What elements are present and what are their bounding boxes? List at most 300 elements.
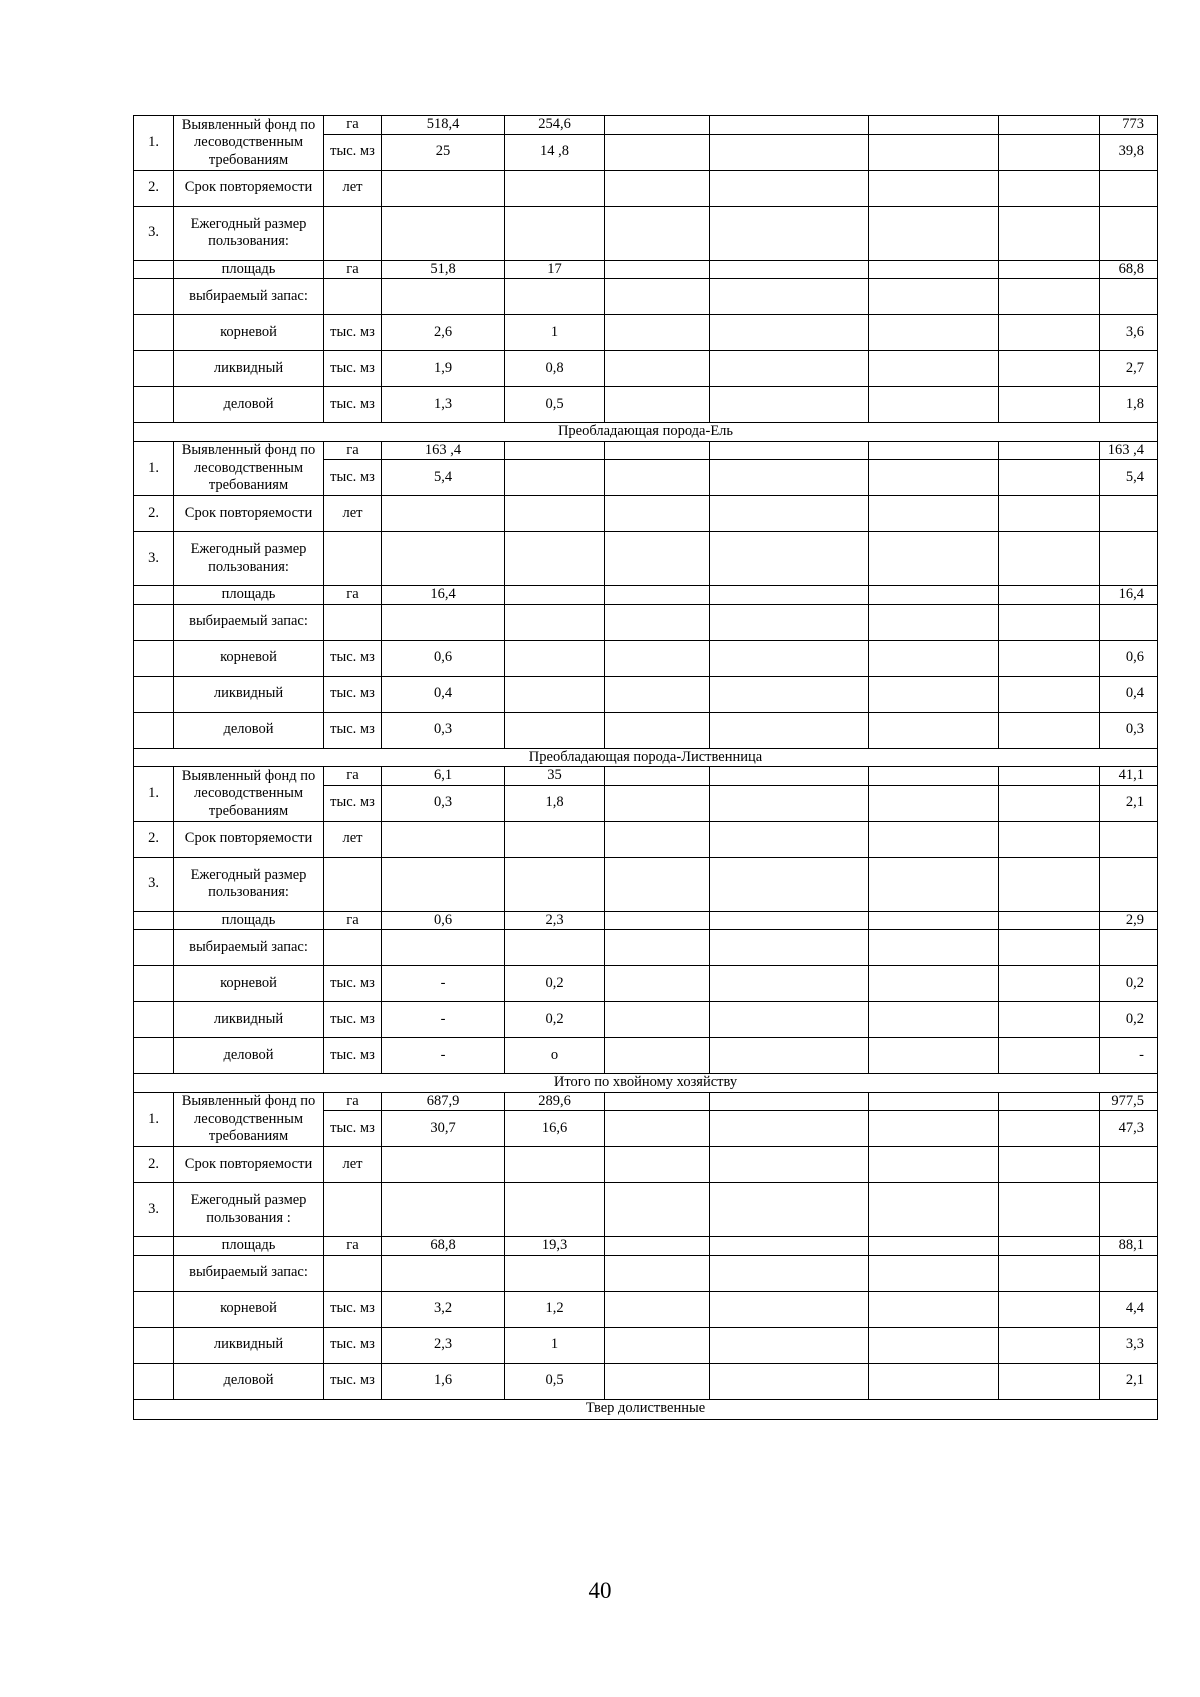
empty-cell — [134, 1255, 174, 1291]
empty-cell — [710, 387, 869, 423]
row-label: выбираемый запас: — [174, 1255, 324, 1291]
unit-cell: тыс. мз — [324, 351, 382, 387]
unit-cell: га — [324, 441, 382, 460]
empty-cell — [869, 586, 999, 605]
empty-cell — [605, 676, 710, 712]
empty-cell — [134, 1291, 174, 1327]
value-cell: 0,5 — [505, 387, 605, 423]
unit-cell: лет — [324, 496, 382, 532]
empty-cell — [710, 206, 869, 260]
total-cell: 0,4 — [1100, 676, 1158, 712]
empty-cell — [710, 315, 869, 351]
empty-cell — [999, 1002, 1100, 1038]
empty-cell — [605, 441, 710, 460]
value-cell: 0,3 — [382, 785, 505, 821]
row-label: деловой — [174, 1363, 324, 1399]
empty-cell — [869, 785, 999, 821]
empty-cell — [134, 966, 174, 1002]
value-cell: о — [505, 1038, 605, 1074]
empty-cell — [605, 460, 710, 496]
row-label: Выявленный фонд по лесоводственным требованиям — [174, 767, 324, 822]
row-label: выбираемый запас: — [174, 930, 324, 966]
empty-cell — [869, 1092, 999, 1111]
empty-cell — [134, 1237, 174, 1256]
empty-cell — [999, 387, 1100, 423]
empty-cell — [1100, 496, 1158, 532]
empty-cell — [999, 460, 1100, 496]
empty-cell — [869, 460, 999, 496]
empty-cell — [134, 1002, 174, 1038]
row-label: Ежегодный размер пользования: — [174, 206, 324, 260]
value-cell — [505, 460, 605, 496]
table-row — [134, 1147, 1158, 1183]
total-cell: 16,4 — [1100, 586, 1158, 605]
empty-cell — [999, 930, 1100, 966]
row-number: 3. — [134, 206, 174, 260]
table-row — [134, 1363, 1158, 1399]
row-number: 3. — [134, 532, 174, 586]
table-row — [134, 170, 1158, 206]
value-cell: 163 ,4 — [382, 441, 505, 460]
empty-cell — [710, 351, 869, 387]
value-cell: 1,2 — [505, 1291, 605, 1327]
empty-cell — [505, 857, 605, 911]
total-cell: 0,3 — [1100, 712, 1158, 748]
unit-cell: тыс. мз — [324, 712, 382, 748]
total-cell: - — [1100, 1038, 1158, 1074]
empty-cell — [999, 640, 1100, 676]
total-cell: 3,6 — [1100, 315, 1158, 351]
empty-cell — [710, 930, 869, 966]
empty-cell — [999, 134, 1100, 170]
empty-cell — [605, 966, 710, 1002]
empty-cell — [869, 640, 999, 676]
total-cell: 163 ,4 — [1100, 441, 1158, 460]
empty-cell — [605, 315, 710, 351]
row-label: Выявленный фонд по лесоводственным требованиям — [174, 116, 324, 171]
value-cell: 1 — [505, 1327, 605, 1363]
empty-cell — [869, 1291, 999, 1327]
empty-cell — [605, 134, 710, 170]
empty-cell — [1100, 279, 1158, 315]
row-number: 2. — [134, 170, 174, 206]
unit-cell: тыс. мз — [324, 460, 382, 496]
empty-cell — [605, 116, 710, 135]
empty-cell — [134, 712, 174, 748]
total-cell: 2,1 — [1100, 1363, 1158, 1399]
value-cell: 289,6 — [505, 1092, 605, 1111]
empty-cell — [605, 1255, 710, 1291]
empty-cell — [710, 260, 869, 279]
value-cell: 51,8 — [382, 260, 505, 279]
empty-cell — [869, 387, 999, 423]
row-label: корневой — [174, 966, 324, 1002]
row-number: 3. — [134, 857, 174, 911]
row-label: ликвидный — [174, 1327, 324, 1363]
unit-cell: тыс. мз — [324, 315, 382, 351]
empty-cell — [710, 785, 869, 821]
empty-cell — [710, 966, 869, 1002]
empty-cell — [324, 1255, 382, 1291]
empty-cell — [324, 206, 382, 260]
empty-cell — [869, 532, 999, 586]
table-body — [134, 116, 1158, 1420]
empty-cell — [605, 206, 710, 260]
row-label: деловой — [174, 712, 324, 748]
empty-cell — [710, 1237, 869, 1256]
value-cell: 19,3 — [505, 1237, 605, 1256]
empty-cell — [134, 1363, 174, 1399]
value-cell: 16,4 — [382, 586, 505, 605]
unit-cell: лет — [324, 1147, 382, 1183]
page-number: 40 — [588, 1578, 612, 1603]
empty-cell — [505, 1183, 605, 1237]
empty-cell — [999, 1237, 1100, 1256]
value-cell: 0,4 — [382, 676, 505, 712]
table-row — [134, 1399, 1158, 1419]
empty-cell — [1100, 170, 1158, 206]
section-title: Преобладающая порода-Лиственница — [134, 748, 1158, 767]
row-label: выбираемый запас: — [174, 279, 324, 315]
table-row — [134, 930, 1158, 966]
empty-cell — [710, 1111, 869, 1147]
empty-cell — [1100, 604, 1158, 640]
table-row — [134, 423, 1158, 442]
table-row — [134, 712, 1158, 748]
empty-cell — [134, 911, 174, 930]
empty-cell — [710, 1291, 869, 1327]
value-cell: 3,2 — [382, 1291, 505, 1327]
empty-cell — [382, 532, 505, 586]
table-row — [134, 767, 1158, 786]
empty-cell — [710, 857, 869, 911]
empty-cell — [382, 1255, 505, 1291]
empty-cell — [999, 1363, 1100, 1399]
empty-cell — [134, 351, 174, 387]
row-label: Срок повторяемости — [174, 821, 324, 857]
unit-cell: га — [324, 767, 382, 786]
row-number: 1. — [134, 441, 174, 496]
empty-cell — [999, 206, 1100, 260]
table-row — [134, 532, 1158, 586]
section-title: Преобладающая порода-Ель — [134, 423, 1158, 442]
empty-cell — [605, 1092, 710, 1111]
table-row — [134, 1237, 1158, 1256]
section-title: Итого по хвойному хозяйству — [134, 1074, 1158, 1093]
table-row — [134, 676, 1158, 712]
table-row — [134, 586, 1158, 605]
empty-cell — [999, 712, 1100, 748]
empty-cell — [710, 640, 869, 676]
empty-cell — [134, 604, 174, 640]
empty-cell — [869, 134, 999, 170]
unit-cell: тыс. мз — [324, 1111, 382, 1147]
empty-cell — [382, 206, 505, 260]
table-row — [134, 966, 1158, 1002]
empty-cell — [999, 1291, 1100, 1327]
unit-cell: тыс. мз — [324, 1002, 382, 1038]
value-cell: 0,3 — [382, 712, 505, 748]
total-cell: 4,4 — [1100, 1291, 1158, 1327]
empty-cell — [869, 1038, 999, 1074]
value-cell: - — [382, 1038, 505, 1074]
empty-cell — [710, 460, 869, 496]
table-row — [134, 116, 1158, 135]
empty-cell — [505, 1147, 605, 1183]
empty-cell — [869, 1002, 999, 1038]
empty-cell — [869, 911, 999, 930]
table-row — [134, 206, 1158, 260]
empty-cell — [710, 712, 869, 748]
unit-cell: тыс. мз — [324, 1363, 382, 1399]
empty-cell — [605, 1183, 710, 1237]
row-label: Ежегодный размер пользования: — [174, 532, 324, 586]
empty-cell — [710, 1255, 869, 1291]
empty-cell — [605, 1147, 710, 1183]
empty-cell — [869, 1327, 999, 1363]
unit-cell: га — [324, 1092, 382, 1111]
table-row — [134, 1038, 1158, 1074]
empty-cell — [869, 441, 999, 460]
table-row — [134, 387, 1158, 423]
value-cell: 0,6 — [382, 911, 505, 930]
empty-cell — [1100, 1255, 1158, 1291]
value-cell — [505, 441, 605, 460]
table-row — [134, 1327, 1158, 1363]
unit-cell: лет — [324, 170, 382, 206]
empty-cell — [869, 712, 999, 748]
row-label: корневой — [174, 1291, 324, 1327]
value-cell: 16,6 — [505, 1111, 605, 1147]
total-cell: 2,1 — [1100, 785, 1158, 821]
value-cell: 1 — [505, 315, 605, 351]
empty-cell — [869, 315, 999, 351]
empty-cell — [999, 821, 1100, 857]
empty-cell — [869, 604, 999, 640]
empty-cell — [999, 1147, 1100, 1183]
value-cell: 5,4 — [382, 460, 505, 496]
empty-cell — [869, 1183, 999, 1237]
table-row — [134, 279, 1158, 315]
empty-cell — [505, 1255, 605, 1291]
empty-cell — [999, 586, 1100, 605]
value-cell: 0,2 — [505, 966, 605, 1002]
empty-cell — [134, 586, 174, 605]
total-cell: 41,1 — [1100, 767, 1158, 786]
empty-cell — [605, 496, 710, 532]
unit-cell: тыс. мз — [324, 134, 382, 170]
empty-cell — [605, 604, 710, 640]
value-cell: 0,2 — [505, 1002, 605, 1038]
row-number: 2. — [134, 821, 174, 857]
table-row — [134, 315, 1158, 351]
value-cell: 1,8 — [505, 785, 605, 821]
empty-cell — [999, 532, 1100, 586]
empty-cell — [999, 1183, 1100, 1237]
row-number: 1. — [134, 1092, 174, 1147]
empty-cell — [382, 821, 505, 857]
table-row — [134, 640, 1158, 676]
value-cell: 2,6 — [382, 315, 505, 351]
value-cell: 254,6 — [505, 116, 605, 135]
empty-cell — [710, 1183, 869, 1237]
empty-cell — [382, 1147, 505, 1183]
row-label: ликвидный — [174, 1002, 324, 1038]
empty-cell — [869, 1255, 999, 1291]
empty-cell — [999, 441, 1100, 460]
value-cell: 25 — [382, 134, 505, 170]
empty-cell — [605, 532, 710, 586]
empty-cell — [605, 387, 710, 423]
value-cell: 0,5 — [505, 1363, 605, 1399]
value-cell: 1,6 — [382, 1363, 505, 1399]
unit-cell: тыс. мз — [324, 640, 382, 676]
empty-cell — [869, 676, 999, 712]
total-cell: 0,2 — [1100, 966, 1158, 1002]
empty-cell — [134, 930, 174, 966]
value-cell: 30,7 — [382, 1111, 505, 1147]
empty-cell — [710, 676, 869, 712]
empty-cell — [710, 1363, 869, 1399]
table-row — [134, 1183, 1158, 1237]
empty-cell — [999, 1111, 1100, 1147]
empty-cell — [134, 387, 174, 423]
empty-cell — [869, 170, 999, 206]
total-cell: 977,5 — [1100, 1092, 1158, 1111]
empty-cell — [869, 767, 999, 786]
row-number: 2. — [134, 496, 174, 532]
value-cell: 14 ,8 — [505, 134, 605, 170]
row-label: Ежегодный размер пользования: — [174, 857, 324, 911]
empty-cell — [505, 170, 605, 206]
table-row — [134, 748, 1158, 767]
value-cell — [505, 676, 605, 712]
empty-cell — [999, 315, 1100, 351]
unit-cell: га — [324, 116, 382, 135]
value-cell — [505, 712, 605, 748]
empty-cell — [869, 1237, 999, 1256]
empty-cell — [605, 1363, 710, 1399]
empty-cell — [869, 821, 999, 857]
row-label: корневой — [174, 315, 324, 351]
table-row — [134, 1002, 1158, 1038]
empty-cell — [134, 260, 174, 279]
empty-cell — [134, 279, 174, 315]
empty-cell — [999, 1092, 1100, 1111]
value-cell: - — [382, 1002, 505, 1038]
table-row — [134, 911, 1158, 930]
empty-cell — [605, 911, 710, 930]
row-label: корневой — [174, 640, 324, 676]
empty-cell — [869, 496, 999, 532]
empty-cell — [999, 785, 1100, 821]
row-label: Выявленный фонд по лесоводственным требованиям — [174, 1092, 324, 1147]
empty-cell — [505, 279, 605, 315]
row-label: площадь — [174, 586, 324, 605]
row-number: 1. — [134, 116, 174, 171]
total-cell: 47,3 — [1100, 1111, 1158, 1147]
unit-cell: тыс. мз — [324, 1038, 382, 1074]
empty-cell — [1100, 1183, 1158, 1237]
value-cell: 518,4 — [382, 116, 505, 135]
empty-cell — [710, 911, 869, 930]
value-cell — [505, 640, 605, 676]
table-row — [134, 857, 1158, 911]
unit-cell: тыс. мз — [324, 1327, 382, 1363]
empty-cell — [1100, 930, 1158, 966]
empty-cell — [1100, 532, 1158, 586]
empty-cell — [324, 857, 382, 911]
row-label: Ежегодный размер пользования : — [174, 1183, 324, 1237]
empty-cell — [869, 206, 999, 260]
empty-cell — [605, 930, 710, 966]
empty-cell — [999, 767, 1100, 786]
empty-cell — [710, 116, 869, 135]
empty-cell — [605, 170, 710, 206]
empty-cell — [605, 1002, 710, 1038]
empty-cell — [605, 785, 710, 821]
empty-cell — [999, 279, 1100, 315]
empty-cell — [382, 279, 505, 315]
table-row — [134, 1291, 1158, 1327]
empty-cell — [710, 821, 869, 857]
empty-cell — [382, 857, 505, 911]
total-cell: 2,7 — [1100, 351, 1158, 387]
unit-cell: тыс. мз — [324, 1291, 382, 1327]
empty-cell — [324, 604, 382, 640]
empty-cell — [605, 857, 710, 911]
row-label: деловой — [174, 387, 324, 423]
empty-cell — [324, 1183, 382, 1237]
row-label: ликвидный — [174, 351, 324, 387]
empty-cell — [605, 712, 710, 748]
empty-cell — [999, 1038, 1100, 1074]
row-number: 3. — [134, 1183, 174, 1237]
empty-cell — [710, 532, 869, 586]
table-row — [134, 1092, 1158, 1111]
forest-use-table — [133, 115, 1158, 1420]
row-label: площадь — [174, 260, 324, 279]
empty-cell — [999, 351, 1100, 387]
empty-cell — [605, 821, 710, 857]
value-cell: 0,6 — [382, 640, 505, 676]
empty-cell — [505, 604, 605, 640]
empty-cell — [605, 640, 710, 676]
empty-cell — [605, 767, 710, 786]
empty-cell — [710, 586, 869, 605]
row-label: Выявленный фонд по лесоводственным требованиям — [174, 441, 324, 496]
row-label: Срок повторяемости — [174, 1147, 324, 1183]
empty-cell — [999, 496, 1100, 532]
total-cell: 68,8 — [1100, 260, 1158, 279]
unit-cell: га — [324, 1237, 382, 1256]
empty-cell — [869, 930, 999, 966]
total-cell: 39,8 — [1100, 134, 1158, 170]
total-cell: 2,9 — [1100, 911, 1158, 930]
total-cell: 1,8 — [1100, 387, 1158, 423]
value-cell: 6,1 — [382, 767, 505, 786]
empty-cell — [382, 1183, 505, 1237]
empty-cell — [710, 441, 869, 460]
row-label: Срок повторяемости — [174, 170, 324, 206]
total-cell: 0,2 — [1100, 1002, 1158, 1038]
value-cell: 687,9 — [382, 1092, 505, 1111]
empty-cell — [382, 170, 505, 206]
empty-cell — [505, 532, 605, 586]
value-cell: 0,8 — [505, 351, 605, 387]
empty-cell — [710, 1038, 869, 1074]
total-cell: 5,4 — [1100, 460, 1158, 496]
